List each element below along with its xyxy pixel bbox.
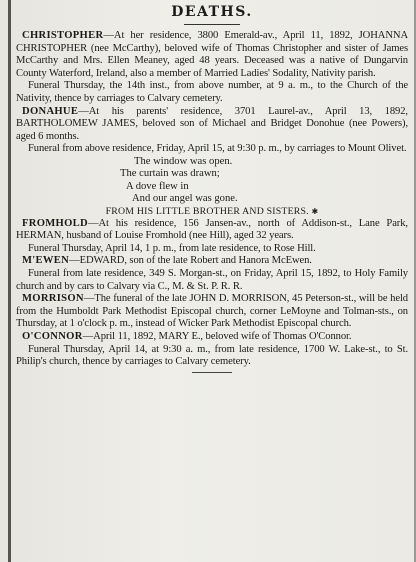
notice-name: MORRISON bbox=[22, 293, 84, 305]
death-notice-morrison bbox=[16, 293, 408, 331]
notice-name: FROMHOLD bbox=[22, 217, 88, 229]
funeral-details: Funeral Thursday, April 14, at 9:30 a. m., from late residence, 1700 W. Lake-st., to St. Philip's church, thence by carriages to Calvary cemetery. bbox=[16, 343, 408, 368]
funeral-details: Funeral Thursday, the 14th inst., from above number, at 9 a. m., to the Church of the Nativity, thence by carriages to Calvary cemetery. bbox=[16, 80, 408, 104]
verse-line: The window was open. bbox=[134, 155, 233, 167]
notice-body: —The funeral of the late JOHN D. MORRISON, 45 Peterson-st., will be held from the Humboldt Park Methodist Episcopal church, corner LeMoyne and Tolman-sts., on Thursday, at 1 o'clock p. m., instead of Wicker Park Methodist Episcopal church. bbox=[16, 293, 408, 330]
asterisk-mark: ✱ bbox=[311, 206, 319, 216]
death-notice-fromhold bbox=[16, 218, 408, 256]
death-notice-mcewen bbox=[16, 255, 408, 293]
verse-line: The curtain was drawn; bbox=[120, 168, 220, 180]
death-notice-donahue bbox=[16, 106, 408, 218]
section-heading: DEATHS. bbox=[16, 4, 408, 25]
notice-body: —At his residence, 156 Jansen-av., north of Addison-st., Lane Park, HERMAN, husband of Louise Fromhold (nee Hill), aged 32 years. bbox=[16, 217, 408, 242]
notice-body: —At his parents' residence, 3701 Laurel-av., April 13, 1892, BARTHOLOMEW JAMES, beloved son of Michael and Bridget Donohue (nee Powers), aged 6 months. bbox=[16, 105, 408, 142]
notice-body: —At her residence, 3800 Emerald-av., April 11, 1892, JOHANNA CHRISTOPHER (nee McCarthy), beloved wife of Thomas Christopher and sister of James McCarthy and Mrs. Ellen Meaney, aged 48 years. Deceased was a native of Dungarvin County Waterford, Ireland, also a member of Married Ladies' Sodality, Nativity parish. bbox=[16, 30, 408, 79]
notice-body: —EDWARD, son of the late Robert and Hanora McEwen. bbox=[69, 255, 312, 267]
verse-line: A dove flew in bbox=[126, 180, 189, 192]
verse-line: And our angel was gone. bbox=[132, 193, 238, 205]
memorial-verse bbox=[16, 156, 408, 206]
verse-attribution: FROM HIS LITTLE BROTHER AND SISTERS. ✱ bbox=[105, 205, 319, 217]
section-end-rule bbox=[192, 372, 232, 373]
death-notice-christopher bbox=[16, 30, 408, 106]
notice-name: CHRISTOPHER bbox=[22, 30, 104, 41]
notice-name: M'EWEN bbox=[22, 255, 70, 267]
funeral-details: Funeral from above residence, Friday, April 15, at 9:30 p. m., by carriages to Mount Olivet. bbox=[28, 143, 407, 155]
notice-name: DONAHUE bbox=[22, 105, 79, 117]
funeral-details: Funeral from late residence, 349 S. Morgan-st., on Friday, April 15, 1892, to Holy Family church and by cars to Calvary via C., M. & St. P. R. R. bbox=[16, 267, 408, 292]
column-rule bbox=[8, 0, 11, 562]
notice-name: O'CONNOR bbox=[22, 330, 83, 342]
deaths-column bbox=[16, 4, 408, 373]
funeral-details: Funeral Thursday, April 14, 1 p. m., from late residence, to Rose Hill. bbox=[28, 242, 316, 254]
notice-body: —April 11, 1892, MARY E., beloved wife of Thomas O'Connor. bbox=[82, 330, 352, 342]
death-notice-oconnor bbox=[16, 331, 408, 373]
